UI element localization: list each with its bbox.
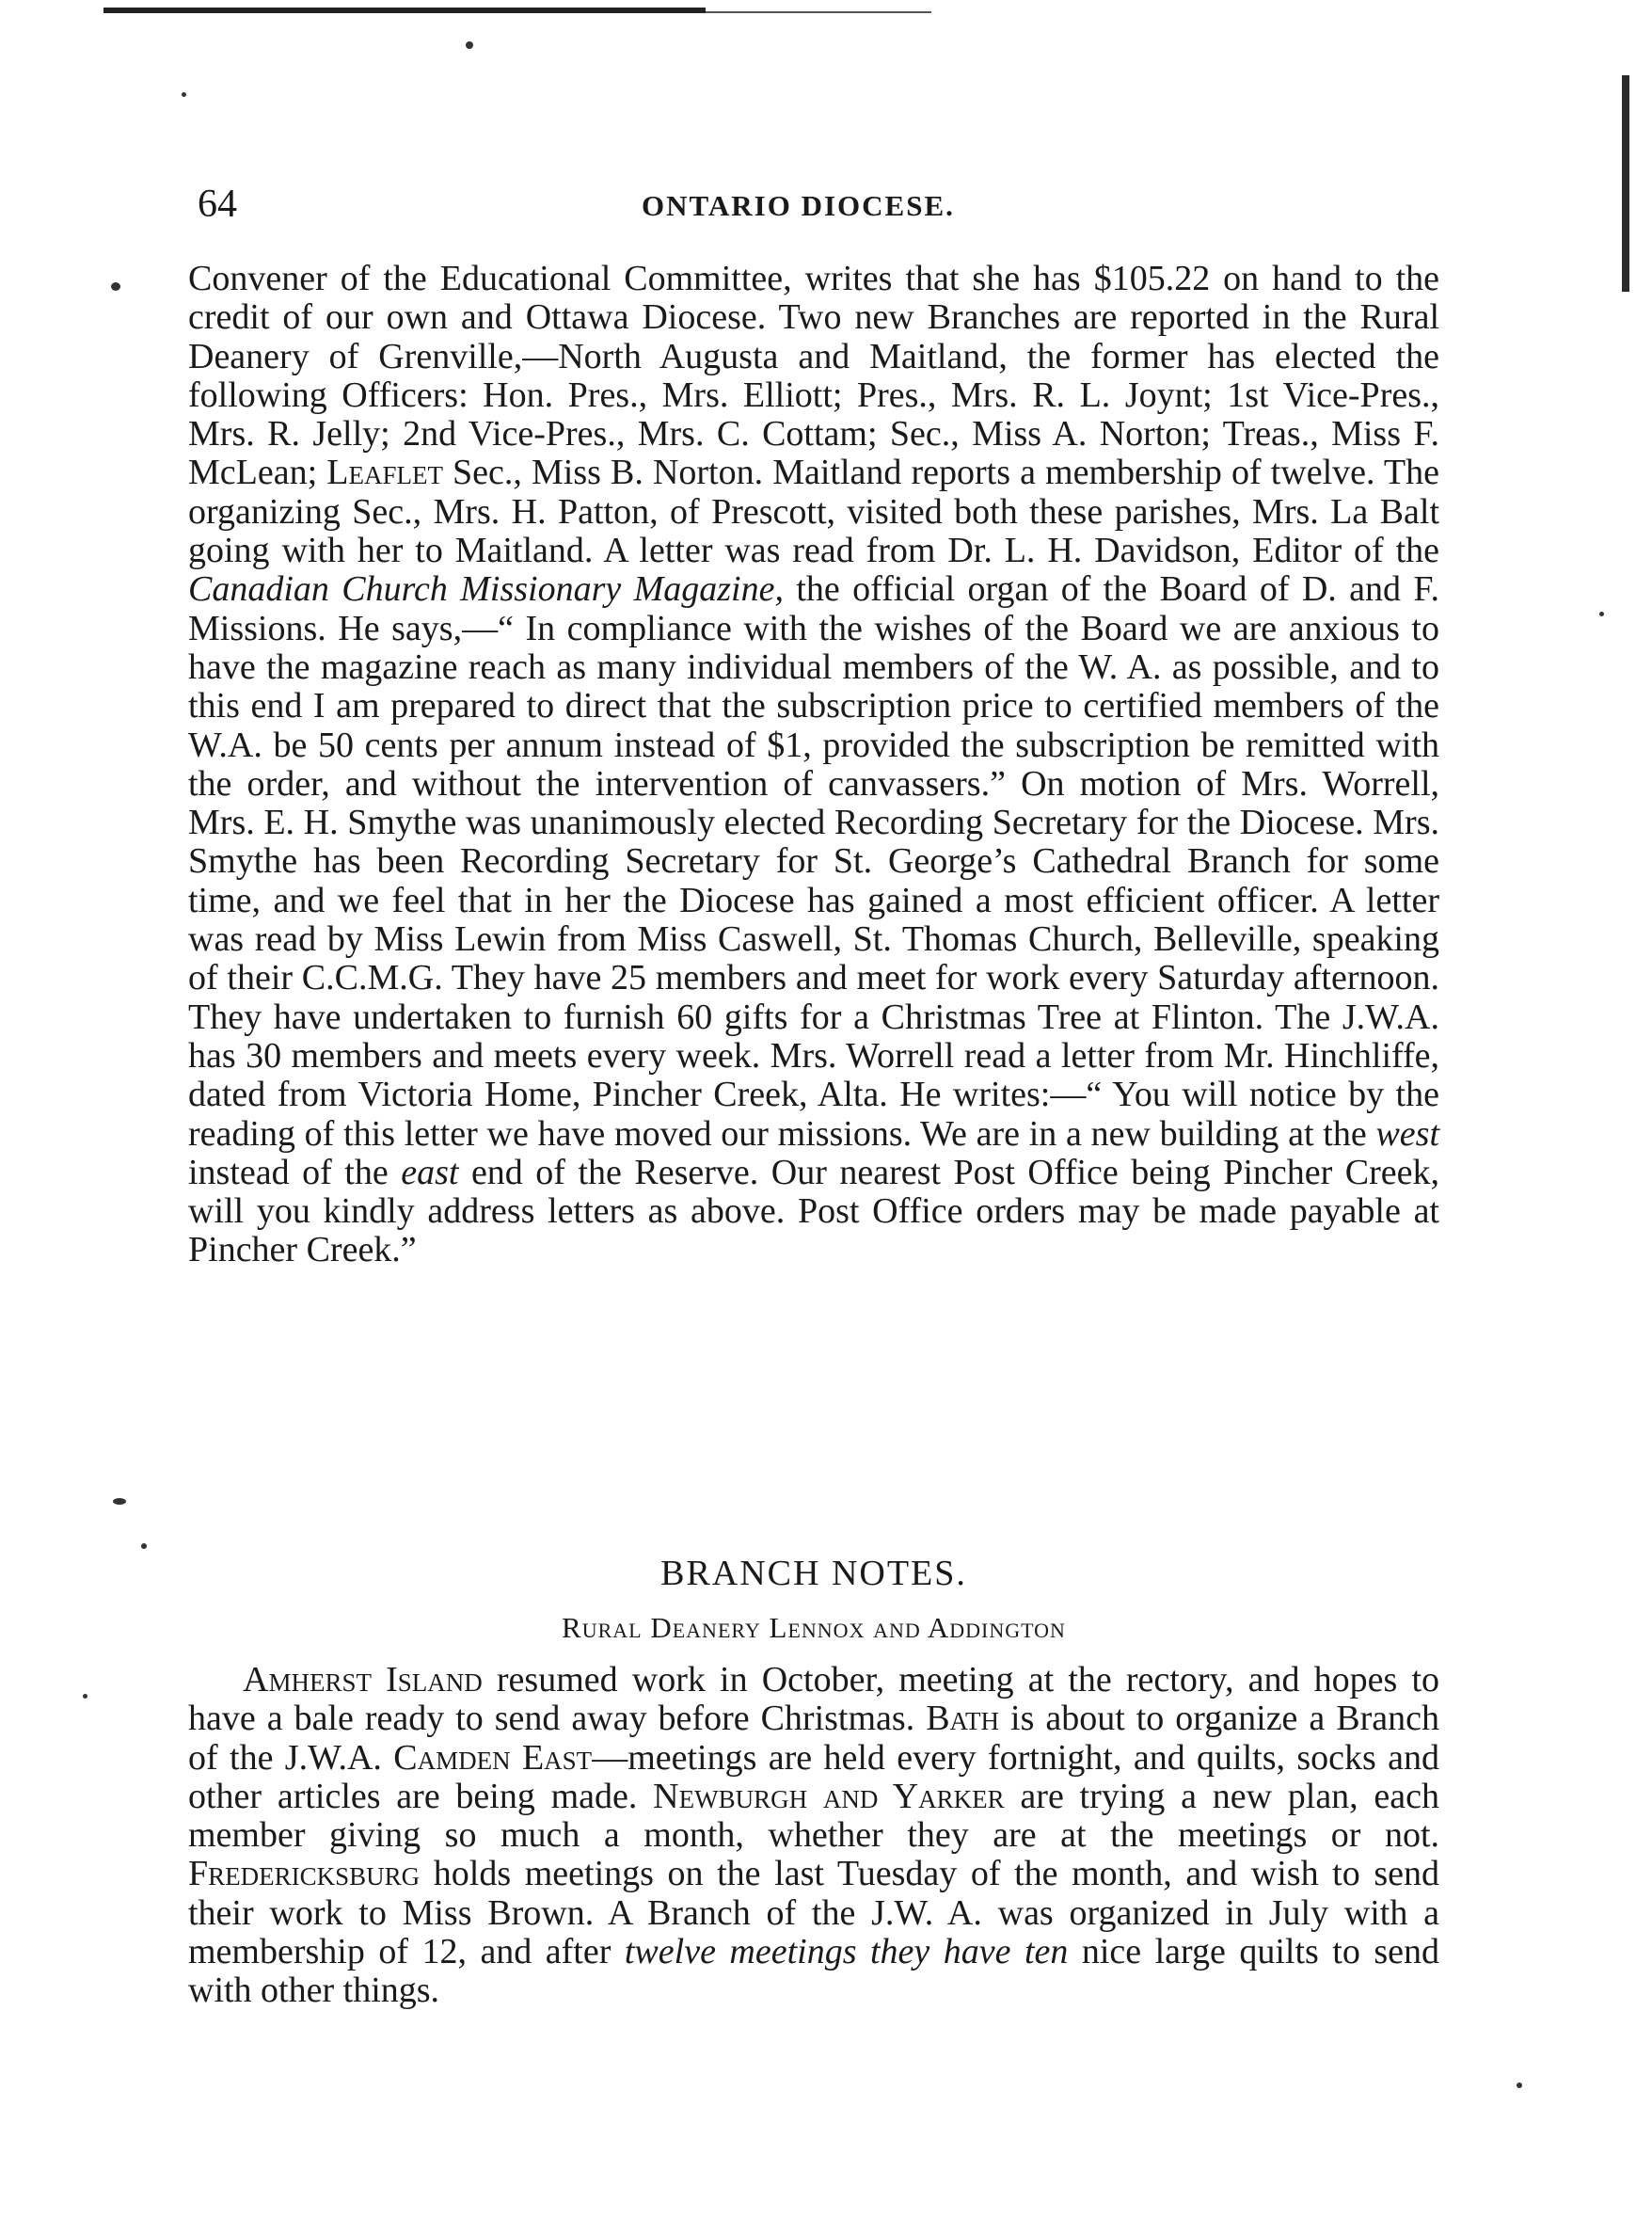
scan-speck <box>111 282 120 291</box>
branch-name-camden-east: Camden East <box>393 1737 593 1778</box>
branch-name-amherst-island: Amherst Island <box>243 1660 483 1699</box>
paragraph-text: the official organ of the Board of D. and F. Missions. He says,—“ In compliance with the wishes of the Board we are anxious to have the magazine reach as many individual members of the W. A. as possible, and to this end I am prepared to direct that the subscription price to certified members of the W.A. be 50 cents per annum instead of $1, provided the subscription be remitted with the order, and without the intervention of canvassers.” On motion of Mrs. Worrell, Mrs. E. H. Smythe was unanimously elected Recording Secretary for the Diocese. Mrs. Smythe has been Recording Secretary for St. George’s Cathedral Branch for some time, and we feel that in her the Diocese has gained a most efficient officer. A letter was read by Miss Lewin from Miss Caswell, St. Thomas Church, Belleville, speaking of their C.C.M.G. They have 25 members and meet for work every Saturday afternoon. They have undertaken to furnish 60 gifts for a Christmas Tree at Flinton. The J.W.A. has 30 members and meets every week. Mrs. Worrell read a letter from Mr. Hinchliffe, dated from Victoria Home, Pincher Creek, Alta. He writes:—“ You will notice by the reading of this letter we have moved our missions. We are in a new building at the <box>188 569 1439 1154</box>
paragraph-text: Convener of the Educational Committee, writes that she has $105.22 on hand to the credit of our own and Ottawa Diocese. Two new Branches are reported in the Rural Deanery of Grenville,—North Augusta and Maitland, the former has elected the following Officers: Hon. Pres., Mrs. Elliott; Pres., Mrs. R. L. Joynt; 1st Vice-Pres., Mrs. R. Jelly; 2nd Vice-Pres., Mrs. C. Cottam; Sec., Miss A. Norton; Treas., Miss F. McLean; <box>188 259 1439 493</box>
branch-name-newburgh-yarker: Newburgh and Yarker <box>653 1776 1005 1816</box>
scan-speck <box>466 41 473 49</box>
top-edge-rule-tail <box>706 11 931 13</box>
top-edge-rule <box>103 8 706 13</box>
scan-speck <box>1599 612 1604 616</box>
scan-speck <box>113 1498 126 1505</box>
paragraph-text: end of the Reserve. Our nearest Post Office being Pincher Creek, will you kindly address letters as above. Post Office orders may be made payable at Pincher Creek.” <box>188 1152 1439 1270</box>
paragraph-text: resumed work in October, meeting at the rectory, and hopes to have a bale ready to send away before Christmas. <box>188 1660 1440 1739</box>
paragraph-text: Sec., Miss B. Norton. Maitland reports a membership of twelve. The organizing Sec., Mrs. H. Patton, of Prescott, visited both these parishes, Mrs. La Balt going with her to Maitland. A letter was read from Dr. L. H. Davidson, Editor of the <box>188 453 1439 571</box>
emphasis-west: west <box>1375 1113 1439 1154</box>
emphasis-east: east <box>401 1152 459 1192</box>
branch-name-bath: Bath <box>926 1699 1000 1739</box>
paragraph-text: are trying a new plan, each member giving so much a month, whether they are at the meetings or not. <box>188 1776 1440 1856</box>
page-edge-shadow <box>1622 75 1629 292</box>
paragraph-text: is about to organize a Branch of the J.W.A. <box>188 1699 1439 1778</box>
paragraph-text: instead of the <box>188 1152 389 1192</box>
running-title: ONTARIO DIOCESE. <box>642 189 955 222</box>
scan-speck <box>83 1694 87 1699</box>
leaflet-label: Leaflet <box>326 453 443 493</box>
scan-speck <box>141 1543 147 1549</box>
scan-speck <box>182 92 186 97</box>
section-heading: BRANCH NOTES. <box>660 1554 967 1593</box>
page-number: 64 <box>198 183 237 226</box>
branch-name-fredericksburg: Fredericksburg <box>188 1854 421 1894</box>
paragraph-text: —meetings are held every fortnight, and quilts, socks and other articles are being made. <box>188 1737 1440 1816</box>
page-header <box>198 182 1468 238</box>
paragraph-text: nice large quilts to send with other things. <box>188 1932 1439 2011</box>
section-subheading: Rural Deanery Lennox and Addington <box>562 1611 1066 1644</box>
magazine-title: Canadian Church Missionary Magazine, <box>188 569 784 610</box>
italic-phrase: twelve meetings they have ten <box>624 1932 1069 1972</box>
paragraph-text: holds meetings on the last Tuesday of the month, and wish to send their work to Miss Brown. A Branch of the J.W. A. was organized in July with a membership of 12, and after <box>188 1854 1439 1972</box>
branch-notes-paragraph <box>188 1661 1439 2011</box>
body-paragraph <box>188 260 1439 1270</box>
scan-speck <box>1517 2082 1522 2088</box>
